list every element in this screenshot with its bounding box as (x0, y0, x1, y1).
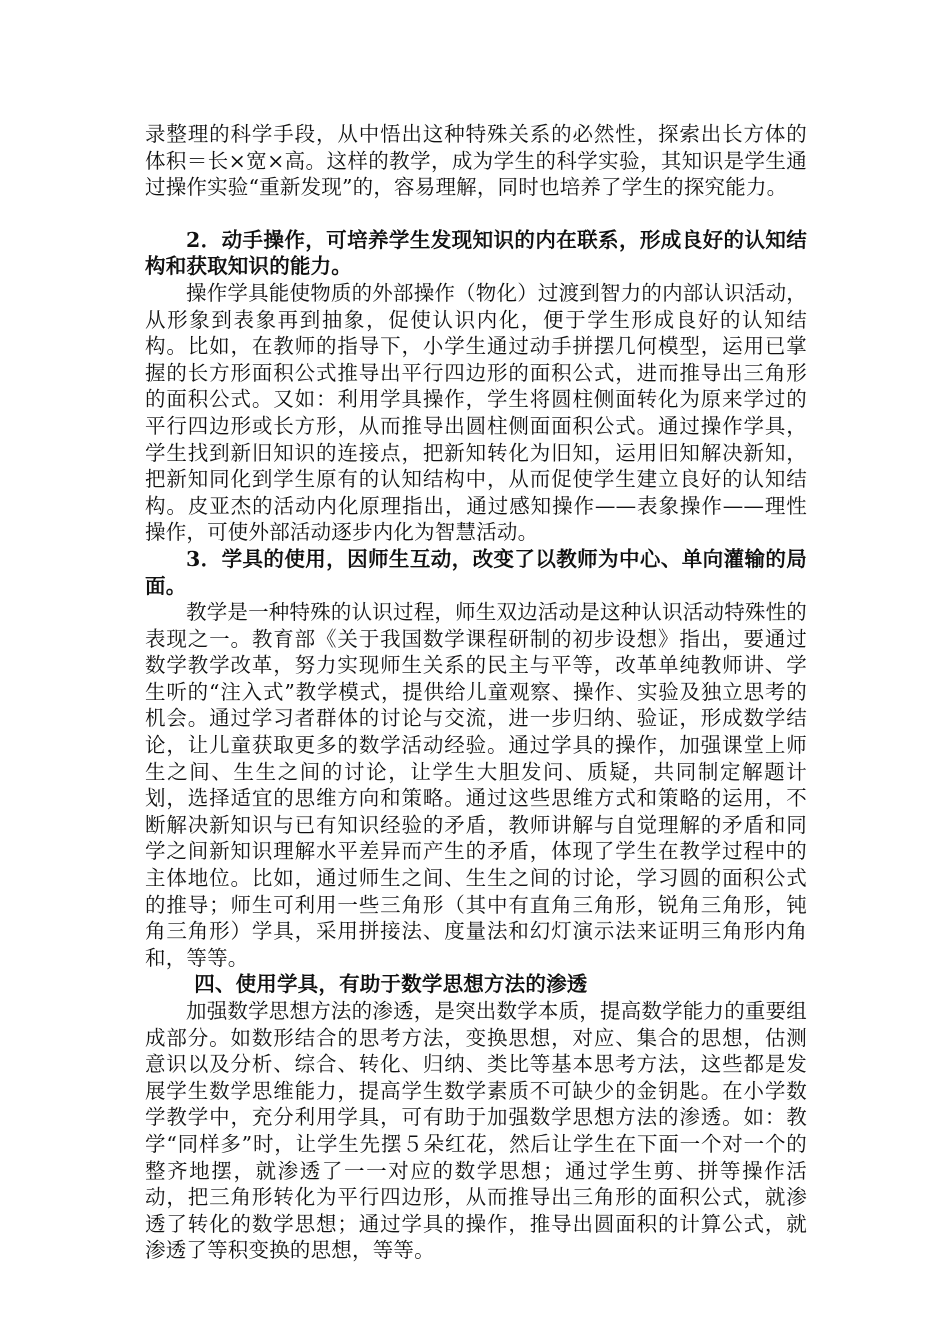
paragraph-spacer (145, 201, 807, 227)
intro-paragraph: 录整理的科学手段，从中悟出这种特殊关系的必然性，探索出长方体的体积＝长×宽×高。这样的教学，成为学生的科学实验，其知识是学生通过操作实验“重新发现”的，容易理解，同时也培养了学生的探究能力。 (145, 122, 807, 200)
section-3-heading: 3．学具的使用，因师生互动，改变了以教师为中心、单向灌输的局面。 (145, 546, 807, 598)
section-2-heading: 2．动手操作，可培养学生发现知识的内在联系，形成良好的认知结构和获取知识的能力。 (145, 227, 807, 279)
section-2-paragraph: 操作学具能使物质的外部操作（物化）过渡到智力的内部认识活动，从形象到表象再到抽象，促使认识内化，便于学生形成良好的认知结构。比如，在教师的指导下，小学生通过动手拼摆几何模型，运用已掌握的长方形面积公式推导出平行四边形的面积公式，进而推导出三角形的面积公式。又如：利用学具操作，学生将圆柱侧面转化为原来学过的平行四边形或长方形，从而推导出圆柱侧面面积公式。通过操作学具，学生找到新旧知识的连接点，把新知转化为旧知，运用旧知解决新知，把新知同化到学生原有的认知结构中，从而促使学生建立良好的认知结构。皮亚杰的活动内化原理指出，通过感知操作——表象操作——理性操作，可使外部活动逐步内化为智慧活动。 (145, 280, 807, 545)
document-page (145, 121, 807, 1264)
section-4-heading: 四、使用学具，有助于数学思想方法的渗透 (194, 972, 588, 997)
section-3-paragraph: 教学是一种特殊的认识过程，师生双边活动是这种认识活动特殊性的表现之一。教育部《关于我国数学课程研制的初步设想》指出，要通过数学教学改革，努力实现师生关系的民主与平等，改革单纯教师讲、学生听的“注入式”教学模式，提供给儿童观察、操作、实验及独立思考的机会。通过学习者群体的讨论与交流，进一步归纳、验证，形成数学结论，让儿童获取更多的数学活动经验。通过学具的操作，加强课堂上师生之间、生生之间的讨论，让学生大胆发问、质疑，共同制定解题计划，选择适宜的思维方向和策略。通过这些思维方式和策略的运用，不断解决新知识与已有知识经验的矛盾，教师讲解与自觉理解的矛盾和同学之间新知识理解水平差异而产生的矛盾，体现了学生在教学过程中的主体地位。比如，通过师生之间、生生之间的讨论，学习圆的面积公式的推导；师生可利用一些三角形（其中有直角三角形，锐角三角形，钝角三角形）学具，采用拼接法、度量法和幻灯演示法来证明三角形内角和，等等。 (145, 600, 807, 970)
section-4-paragraph: 加强数学思想方法的渗透，是突出数学本质，提高数学能力的重要组成部分。如数形结合的思考方法，变换思想，对应、集合的思想，估测意识以及分析、综合、转化、归纳、类比等基本思考方法，这些都是发展学生数学思维能力，提高学生数学素质不可缺少的金钥匙。在小学数学教学中，充分利用学具，可有助于加强数学思想方法的渗透。如：教学“同样多”时，让学生先摆５朵红花，然后让学生在下面一个对一个的整齐地摆，就渗透了一一对应的数学思想；通过学生剪、拼等操作活动，把三角形转化为平行四边形，从而推导出三角形的面积公式，就渗透了转化的数学思想；通过学具的操作，推导出圆面积的计算公式，就渗透了等积变换的思想，等等。 (145, 999, 807, 1263)
